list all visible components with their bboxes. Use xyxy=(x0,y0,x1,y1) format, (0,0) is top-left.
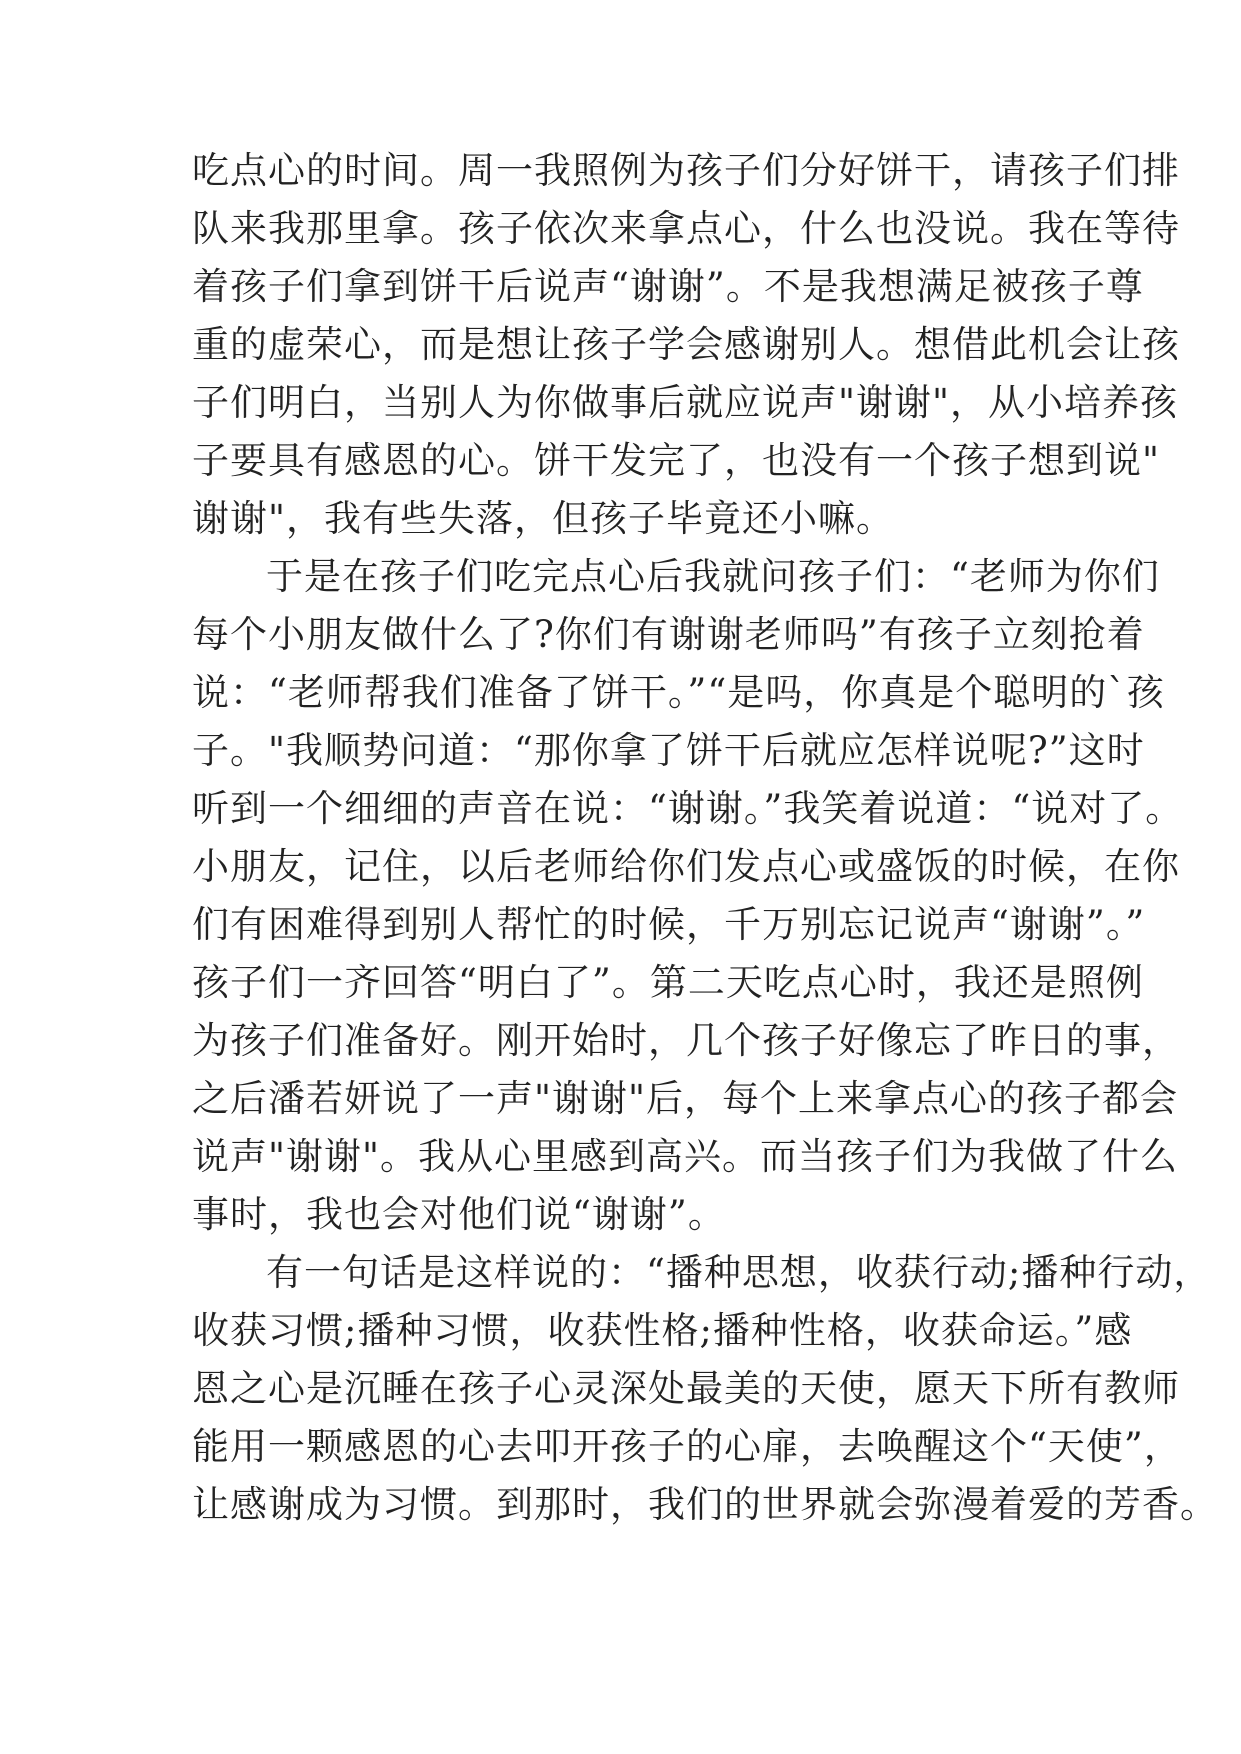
text-line: 每个小朋友做什么了?你们有谢谢老师吗”有孩子立刻抢着 xyxy=(192,613,1145,656)
paragraph-2 xyxy=(192,548,1184,1244)
text-line: 子要具有感恩的心。饼干发完了，也没有一个孩子想到说" xyxy=(192,439,1161,482)
text-line: 子们明白，当别人为你做事后就应说声"谢谢"，从小培养孩 xyxy=(192,381,1179,424)
text-line: 让感谢成为习惯。到那时，我们的世界就会弥漫着爱的芳香。 xyxy=(192,1483,1218,1526)
text-line: 着孩子们拿到饼干后说声“谢谢”。不是我想满足被孩子尊 xyxy=(192,265,1144,308)
paragraph-1 xyxy=(192,142,1180,548)
text-line: 子。"我顺势问道：“那你拿了饼干后就应怎样说呢?”这时 xyxy=(192,729,1145,772)
text-line: 听到一个细细的声音在说：“谢谢。”我笑着说道：“说对了。 xyxy=(192,787,1184,830)
text-line: 小朋友，记住，以后老师给你们发点心或盛饭的时候，在你 xyxy=(192,845,1180,888)
paragraph-3 xyxy=(192,1244,1218,1534)
text-line: 们有困难得到别人帮忙的时候，千万别忘记说声“谢谢”。” xyxy=(192,903,1146,946)
text-line: 说声"谢谢"。我从心里感到高兴。而当孩子们为我做了什么 xyxy=(192,1135,1179,1178)
text-line: 于是在孩子们吃完点心后我就问孩子们：“老师为你们 xyxy=(266,555,1160,598)
body-text xyxy=(192,142,1218,1534)
text-line: 吃点心的时间。周一我照例为孩子们分好饼干，请孩子们排 xyxy=(192,149,1180,192)
text-line: 恩之心是沉睡在孩子心灵深处最美的天使，愿天下所有教师 xyxy=(192,1367,1180,1410)
text-line: 之后潘若妍说了一声"谢谢"后，每个上来拿点心的孩子都会 xyxy=(192,1077,1179,1120)
text-line: 队来我那里拿。孩子依次来拿点心，什么也没说。我在等待 xyxy=(192,207,1180,250)
text-line: 事时，我也会对他们说“谢谢”。 xyxy=(192,1193,726,1236)
text-line: 能用一颗感恩的心去叩开孩子的心扉，去唤醒这个“天使”， xyxy=(192,1425,1182,1468)
text-line: 为孩子们准备好。刚开始时，几个孩子好像忘了昨日的事， xyxy=(192,1019,1180,1062)
text-line: 有一句话是这样说的：“播种思想，收获行动;播种行动， xyxy=(266,1251,1212,1294)
text-line: 收获习惯;播种习惯，收获性格;播种性格，收获命运。”感 xyxy=(192,1309,1133,1352)
text-line: 重的虚荣心，而是想让孩子学会感谢别人。想借此机会让孩 xyxy=(192,323,1180,366)
text-line: 孩子们一齐回答“明白了”。第二天吃点心时，我还是照例 xyxy=(192,961,1144,1004)
text-line: 谢谢"，我有些失落，但孩子毕竟还小嘛。 xyxy=(192,497,895,540)
text-line: 说：“老师帮我们准备了饼干。”“是吗，你真是个聪明的`孩 xyxy=(192,671,1165,714)
